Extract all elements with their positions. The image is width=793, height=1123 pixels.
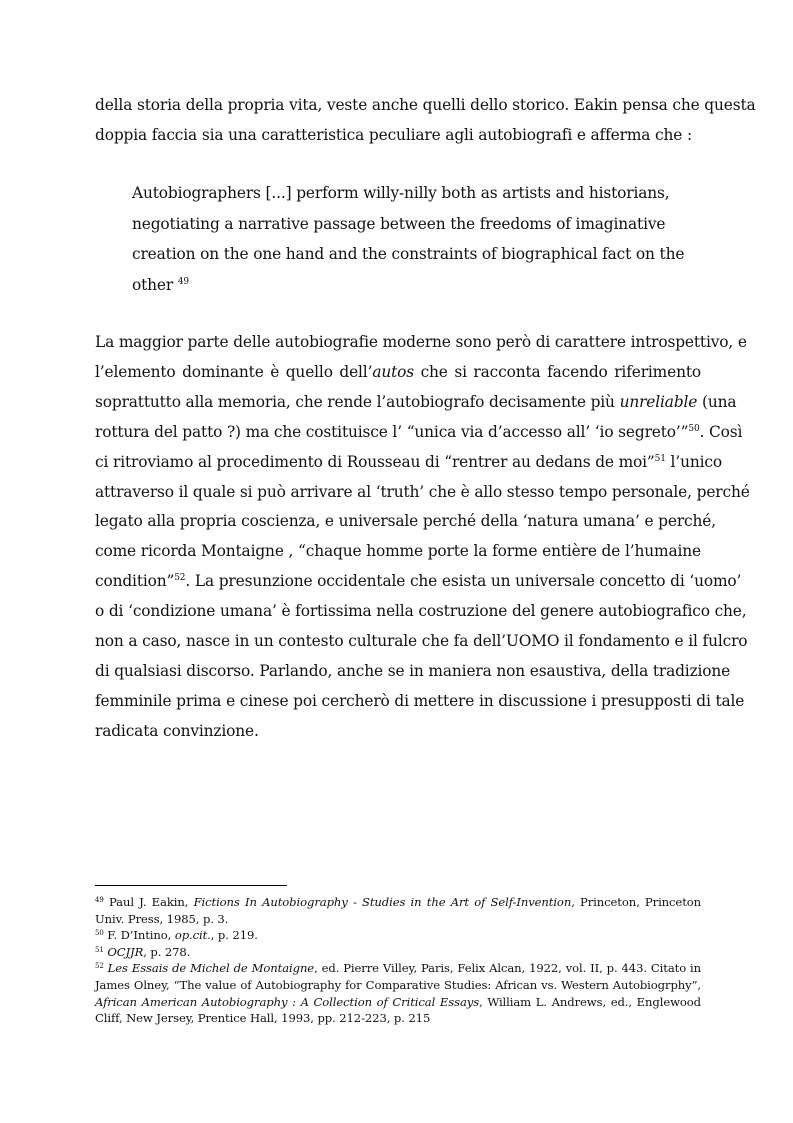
footnote-51 bbox=[95, 944, 701, 961]
footnote-title: OCJJR bbox=[107, 944, 144, 959]
footnote-title: op.cit. bbox=[174, 928, 211, 943]
footnote-ref-52[interactable]: 52 bbox=[174, 573, 186, 584]
quote-line: creation on the one hand and the constraints of biographical fact on the bbox=[132, 245, 685, 263]
footnote-49 bbox=[95, 894, 701, 927]
italic-term: autos bbox=[372, 362, 415, 381]
text-line: radicata convinzione. bbox=[95, 721, 259, 740]
footnote-text: , p. 219. bbox=[210, 928, 258, 943]
text-line: di qualsiasi discorso. Parlando, anche se in maniera non esaustiva, della tradizione bbox=[95, 661, 731, 680]
text-line bbox=[95, 418, 743, 448]
footnote-50 bbox=[95, 927, 701, 944]
footnote-title: Les Essais de Michel de Montaigne bbox=[107, 961, 315, 976]
quote-line bbox=[132, 270, 660, 301]
footnotes bbox=[95, 894, 701, 1027]
footnote-text: , p. 278. bbox=[143, 944, 191, 959]
footnote-separator bbox=[95, 885, 287, 886]
text-line: della storia della propria vita, veste anche quelli dello storico. Eakin pensa che questa bbox=[95, 96, 756, 114]
footnote-ref-50[interactable]: 50 bbox=[688, 423, 700, 434]
text-line: attraverso il quale si può arrivare al ‘truth’ che è allo stesso tempo personale, perché bbox=[95, 482, 750, 501]
text-line bbox=[95, 358, 701, 388]
text-segment: . La presunzione occidentale che esista un universale concetto di ‘uomo’ bbox=[185, 572, 742, 591]
quote-line: negotiating a narrative passage between the freedoms of imaginative bbox=[132, 214, 666, 233]
text-line: non a caso, nasce in un contesto culturale che fa dell’UOMO il fondamento e il fulcro bbox=[95, 632, 748, 651]
footnote-number: 49 bbox=[95, 896, 104, 904]
footnote-text: , William L. Andrews, ed., Englewood Cliff, New Jersey, Prentice Hall, 1993, pp. 212-223, p. 215 bbox=[95, 994, 701, 1026]
footnote-text: , ed. Pierre Villey, Paris, Felix Alcan, 1922, vol. II, p. 443. Citato in James Olney, “The value of Autobiography for Comparative Studies: African vs. Western Autobiogrphy”, bbox=[95, 961, 701, 992]
paragraph-main bbox=[95, 328, 750, 747]
text-line: La maggior parte delle autobiografie moderne sono però di carattere introspettivo, e bbox=[95, 333, 747, 351]
footnote-ref-51[interactable]: 51 bbox=[654, 453, 666, 464]
text-line: doppia faccia sia una caratteristica peculiare agli autobiografi e afferma che : bbox=[95, 126, 692, 144]
text-segment: rottura del patto ?) ma che costituisce l’ “unica via d’accesso all’ ‘io segreto’” bbox=[95, 422, 689, 441]
quote-line: Autobiographers [...] perform willy-nilly both as artists and historians, bbox=[132, 184, 670, 202]
text-line: femminile prima e cinese poi cercherò di mettere in discussione i presupposti di tale bbox=[95, 691, 745, 710]
text-line bbox=[95, 388, 737, 418]
footnote-text: F. D’Intino, bbox=[103, 928, 175, 943]
text-segment: che si racconta facendo riferimento bbox=[414, 362, 701, 381]
footnote-title: Fictions In Autobiography - Studies in the Art of Self-Invention bbox=[193, 895, 572, 909]
footnote-text: Paul J. Eakin, bbox=[103, 895, 194, 909]
block-quote bbox=[132, 178, 685, 300]
footnote-number: 52 bbox=[95, 962, 104, 971]
text-segment: . Così bbox=[699, 422, 743, 441]
footnote-text: , Princeton, Princeton Univ. Press, 1985, p. 3. bbox=[95, 895, 701, 926]
footnote-number: 51 bbox=[95, 945, 104, 954]
footnote-ref-49[interactable]: 49 bbox=[177, 276, 189, 287]
text-segment: (una bbox=[697, 392, 737, 411]
text-line bbox=[95, 567, 742, 597]
text-line: legato alla propria coscienza, e universale perché della ‘natura umana’ e perché, bbox=[95, 512, 716, 531]
paragraph-intro bbox=[95, 90, 756, 150]
text-segment: l’elemento dominante è quello dell’ bbox=[95, 362, 373, 381]
footnote-52 bbox=[95, 960, 701, 1026]
text-segment: soprattutto alla memoria, che rende l’autobiografo decisamente più bbox=[95, 392, 620, 411]
italic-term: unreliable bbox=[619, 392, 698, 411]
text-segment: l’unico bbox=[665, 452, 722, 471]
footnote-title: African American Autobiography : A Collection of Critical Essays bbox=[95, 994, 480, 1009]
text-segment: ci ritroviamo al procedimento di Rousseau di “rentrer au dedans de moi” bbox=[95, 452, 655, 471]
text-line: o di ‘condizione umana’ è fortissima nella costruzione del genere autobiografico che, bbox=[95, 602, 747, 621]
quote-last-text: other bbox=[132, 275, 174, 294]
footnote-number: 50 bbox=[95, 929, 104, 938]
document-page bbox=[95, 0, 756, 1123]
text-segment: condition” bbox=[95, 572, 175, 591]
text-line: come ricorda Montaigne , “chaque homme porte la forme entière de l’humaine bbox=[95, 542, 701, 561]
text-line bbox=[95, 448, 722, 478]
